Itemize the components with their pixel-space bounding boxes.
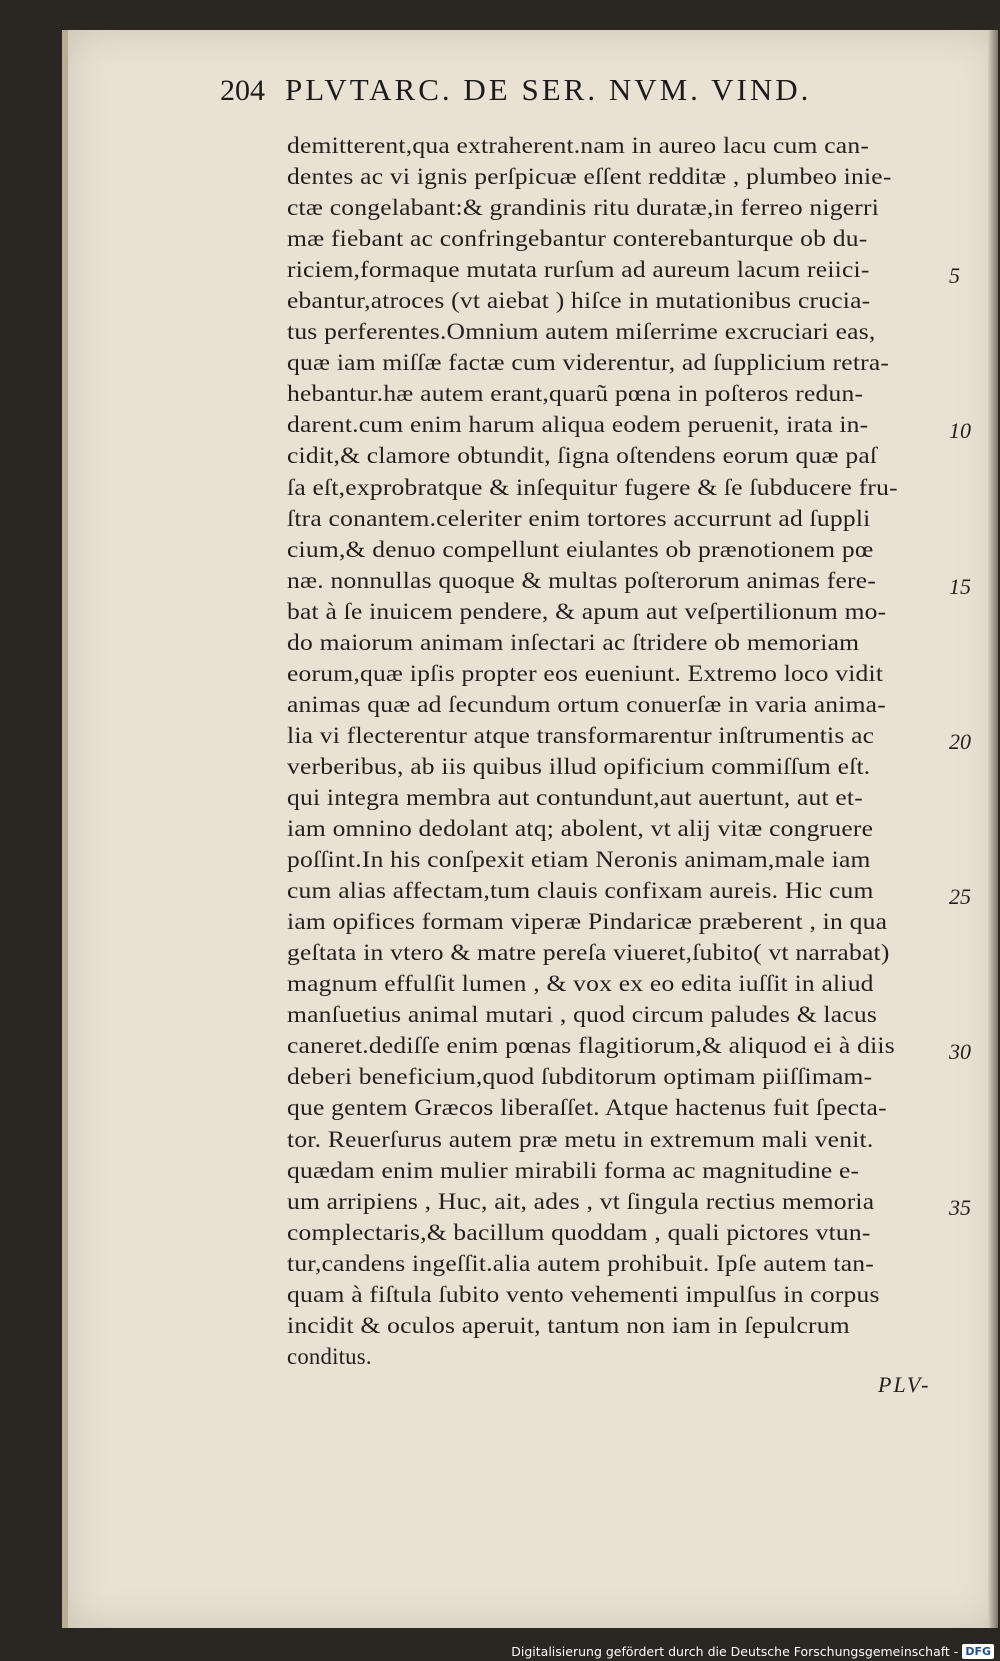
text-line <box>287 906 952 937</box>
text-line <box>287 440 952 471</box>
text-line <box>287 1061 952 1092</box>
text-line <box>287 1030 952 1061</box>
text-line <box>287 378 952 409</box>
text-line-content: do maiorum animam inſectari ac ſtridere ob memoriam <box>287 629 860 655</box>
text-line-content: magnum effulſit lumen , & vox ex eo edita iuſſit in aliud <box>287 971 874 997</box>
running-title: PLVTARC. DE SER. NVM. VIND. <box>285 72 812 107</box>
text-line <box>287 472 952 503</box>
text-line-content: riciem,formaque mutata rurſum ad aureum lacum reiici- <box>287 257 870 283</box>
text-line-content: manſuetius animal mutari , quod circum paludes & lacus <box>287 1002 877 1028</box>
text-line-content: conditus. <box>287 1343 372 1369</box>
text-line <box>287 1124 952 1155</box>
text-line <box>287 782 952 813</box>
text-line-content: bat à ſe inuicem pendere, & apum aut veſpertilionum mo- <box>287 598 887 624</box>
text-line-content: ctæ congelabant:& grandinis ritu duratæ,in ferreo nigerri <box>287 195 880 221</box>
text-line-content: cium,& denuo compellunt eiulantes ob prænotionem pœ <box>287 536 874 562</box>
digitization-credit <box>511 1644 994 1659</box>
margin-line-number: 5 <box>949 263 960 289</box>
text-line-content: que gentem Græcos liberaſſet. Atque hactenus fuit ſpecta- <box>287 1095 887 1121</box>
text-line <box>287 1279 952 1310</box>
text-line <box>287 689 952 720</box>
text-line-content: geſtata in vtero & matre pereſa viueret,ſubito( vt narrabat) <box>287 940 890 966</box>
text-line-content: iam opifices formam viperæ Pindaricæ præberent , in qua <box>287 909 888 935</box>
margin-line-number: 35 <box>949 1194 971 1220</box>
text-line-content: qui integra membra aut contundunt,aut auertunt, aut et- <box>287 784 863 810</box>
text-line-content: complectaris,& bacillum quoddam , quali pictores vtun- <box>287 1219 871 1245</box>
text-line <box>287 1341 952 1372</box>
text-line <box>287 627 952 658</box>
margin-line-number: 25 <box>949 884 971 910</box>
text-line <box>287 813 952 844</box>
text-line <box>287 1217 952 1248</box>
text-line-content: ſtra conantem.celeriter enim tortores accurrunt ad ſuppli <box>287 505 871 531</box>
catchword: PLV- <box>878 1372 931 1397</box>
text-line <box>287 534 952 565</box>
text-line <box>287 409 952 440</box>
text-line-content: tor. Reuerſurus autem præ metu in extremum mali venit. <box>287 1126 874 1152</box>
margin-line-number: 10 <box>949 418 971 444</box>
text-line <box>287 720 952 751</box>
text-line-content: cidit,& clamore obtundit, ſigna oſtendens eorum quæ paſ <box>287 443 878 469</box>
text-line-content: deberi beneficium,quod ſubditorum optimam piiſſimam- <box>287 1064 873 1090</box>
text-line-content: tus perferentes.Omnium autem miſerrime excruciari eas, <box>287 319 876 345</box>
text-line-content: animas quæ ad ſecundum ortum conuerſæ in varia anima- <box>287 691 886 717</box>
text-line-content: quædam enim mulier mirabili forma ac magnitudine e- <box>287 1157 860 1183</box>
text-line-content: dentes ac vi ignis perſpicuæ eſſent redditæ , plumbeo inie- <box>287 164 892 190</box>
text-line-content: quam à fiſtula ſubito vento vehementi impulſus in corpus <box>287 1281 880 1307</box>
text-line <box>287 316 952 347</box>
margin-line-number: 15 <box>949 573 971 599</box>
text-line-content: eorum,quæ ipſis propter eos eueniunt. Extremo loco vidit <box>287 660 884 686</box>
text-line <box>287 751 952 782</box>
text-line <box>287 968 952 999</box>
page-edge <box>988 30 998 1628</box>
text-line-content: verberibus, ab iis quibus illud opificium commiſſum eſt. <box>287 753 871 779</box>
text-line-content: tur,candens ingeſſit.alia autem prohibuit. Ipſe autem tan- <box>287 1250 874 1276</box>
text-line-content: næ. nonnullas quoque & multas poſterorum animas fere- <box>287 567 877 593</box>
text-line-content: incidit & oculos aperuit, tantum non iam in ſepulcrum <box>287 1312 850 1338</box>
text-line <box>287 565 952 596</box>
text-line <box>287 347 952 378</box>
text-line <box>287 658 952 689</box>
page-number: 204 <box>220 74 265 107</box>
text-line-content: ſa eſt,exprobratque & inſequitur fugere & ſe ſubducere fru- <box>287 474 898 500</box>
text-line <box>287 999 952 1030</box>
text-line <box>287 130 952 161</box>
text-line <box>287 285 952 316</box>
running-head <box>220 72 920 108</box>
text-line <box>287 596 952 627</box>
text-line <box>287 223 952 254</box>
text-line-content: lia vi flecterentur atque transformarentur inſtrumentis ac <box>287 722 875 748</box>
text-line <box>287 1248 952 1279</box>
margin-line-number: 30 <box>949 1039 971 1065</box>
text-line-content: mæ fiebant ac confringebantur conterebanturque ob du- <box>287 226 868 252</box>
text-line-content: cum alias affectam,tum clauis confixam aureis. Hic cum <box>287 878 874 904</box>
text-line <box>287 1092 952 1123</box>
body-text <box>287 130 971 1372</box>
text-line <box>287 192 952 223</box>
text-line <box>287 503 952 534</box>
text-line-content: darent.cum enim harum aliqua eodem peruenit, irata in- <box>287 412 869 438</box>
margin-line-number: 20 <box>949 728 971 754</box>
text-line <box>287 875 952 906</box>
text-line-content: quæ iam miſſæ factæ cum viderentur, ad ſupplicium retra- <box>287 350 890 376</box>
text-line-content: hebantur.hæ autem erant,quarũ pœna in poſteros redun- <box>287 381 864 407</box>
text-line <box>287 254 952 285</box>
text-line-content: poſſint.In his conſpexit etiam Neronis animam,male iam <box>287 847 871 873</box>
text-line-content: caneret.dediſſe enim pœnas flagitiorum,& aliquod ei à diis <box>287 1033 895 1059</box>
dfg-logo-icon: DFG <box>962 1644 994 1659</box>
text-line-content: demitterent,qua extraherent.nam in aureo lacu cum can- <box>287 133 870 158</box>
text-line-content: um arripiens , Huc, ait, ades , vt ſingula rectius memoria <box>287 1188 875 1214</box>
text-line <box>287 161 952 192</box>
credit-text: Digitalisierung gefördert durch die Deutsche Forschungsgemeinschaft - <box>511 1644 959 1659</box>
text-line <box>287 844 952 875</box>
text-line-content: ebantur,atroces (vt aiebat ) hiſce in mutationibus crucia- <box>287 288 871 314</box>
text-line <box>287 1310 952 1341</box>
text-line <box>287 937 952 968</box>
text-line <box>287 1186 952 1217</box>
text-line <box>287 1155 952 1186</box>
text-line-content: iam omnino dedolant atq; abolent, vt alij vitæ congruere <box>287 816 874 842</box>
